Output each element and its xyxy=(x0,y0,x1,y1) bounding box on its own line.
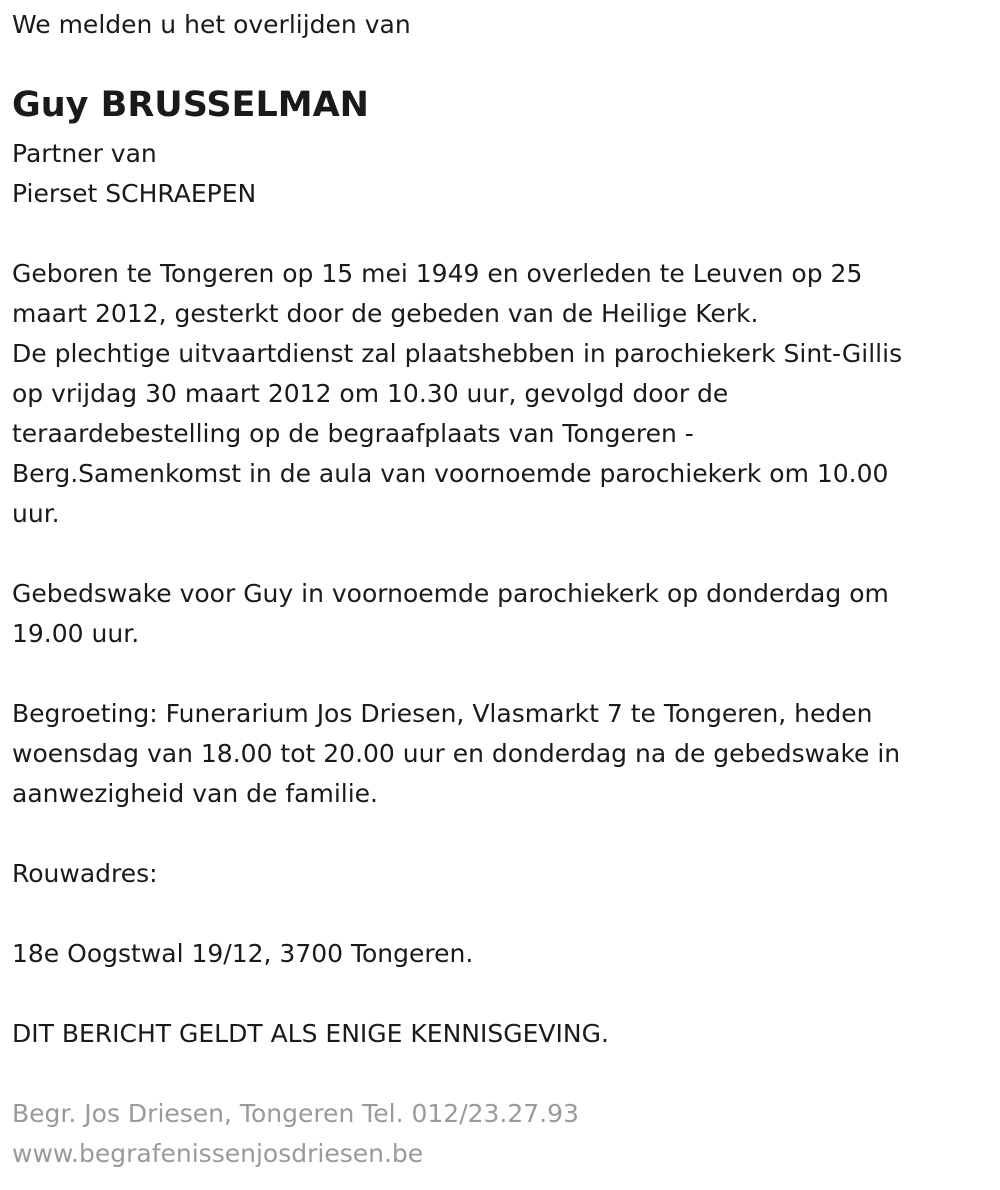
announcement-paragraph xyxy=(12,254,902,534)
mourning-address-label: Rouwadres: xyxy=(12,859,158,888)
visitation-line: woensdag van 18.00 tot 20.00 uur en donderdag na de gebedswake in xyxy=(12,739,901,768)
visitation-line: Begroeting: Funerarium Jos Driesen, Vlasmarkt 7 te Tongeren, heden xyxy=(12,699,873,728)
mourning-address: 18e Oogstwal 19/12, 3700 Tongeren. xyxy=(12,939,474,968)
wake-line: 19.00 uur. xyxy=(12,619,140,648)
visitation-paragraph xyxy=(12,694,900,814)
partner-block xyxy=(12,134,256,214)
announcement-line: op vrijdag 30 maart 2012 om 10.30 uur, gevolgd door de xyxy=(12,379,729,408)
announcement-line: maart 2012, gesterkt door de gebeden van de Heilige Kerk. xyxy=(12,299,759,328)
funeral-home-footer xyxy=(12,1094,579,1174)
funeral-home-contact: Begr. Jos Driesen, Tongeren Tel. 012/23.27.93 xyxy=(12,1099,579,1128)
official-notice: DIT BERICHT GELDT ALS ENIGE KENNISGEVING. xyxy=(12,1019,609,1048)
announcement-line: De plechtige uitvaartdienst zal plaatshebben in parochiekerk Sint-Gillis xyxy=(12,339,903,368)
announcement-line: teraardebestelling op de begraafplaats van Tongeren - xyxy=(12,419,694,448)
announcement-line: Berg.Samenkomst in de aula van voornoemde parochiekerk om 10.00 xyxy=(12,459,889,488)
intro-text: We melden u het overlijden van xyxy=(12,10,411,39)
partner-name: Pierset SCHRAEPEN xyxy=(12,179,257,208)
announcement-line: Geboren te Tongeren op 15 mei 1949 en overleden te Leuven op 25 xyxy=(12,259,863,288)
visitation-line: aanwezigheid van de familie. xyxy=(12,779,378,808)
wake-paragraph xyxy=(12,574,889,654)
funeral-home-website: www.begrafenissenjosdriesen.be xyxy=(12,1139,424,1168)
partner-label: Partner van xyxy=(12,139,157,168)
wake-line: Gebedswake voor Guy in voornoemde parochiekerk op donderdag om xyxy=(12,579,889,608)
deceased-name: Guy BRUSSELMAN xyxy=(12,85,369,125)
announcement-line: uur. xyxy=(12,499,60,528)
